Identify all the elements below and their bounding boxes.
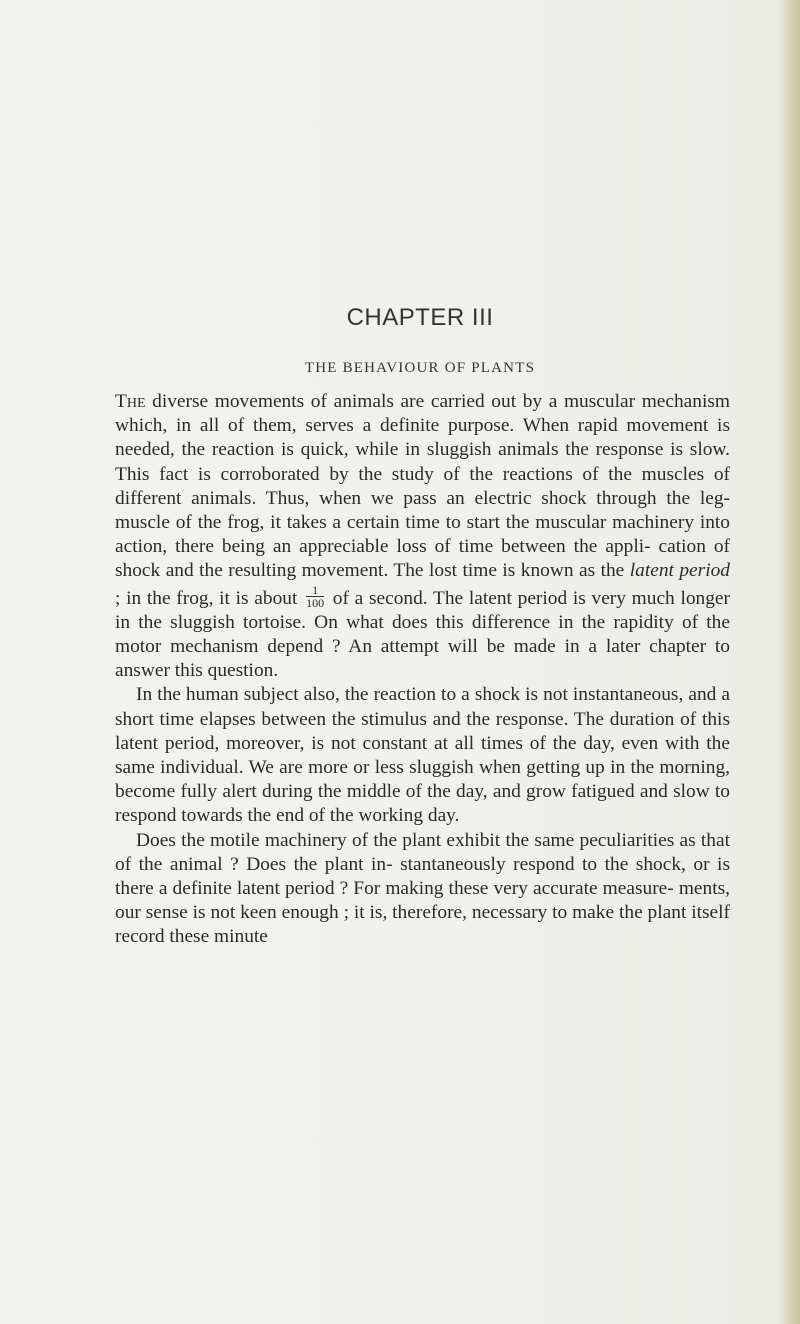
paragraph-1-part-2: ; in the frog, it is about <box>115 587 304 609</box>
chapter-title: CHAPTER III <box>346 304 494 331</box>
paragraph-2: In the human subject also, the reaction to a shock is not instantaneous, and a short time elapses between the stimulus and the response. The duration of this latent period, moreover, is not constant at all times of the day, even with the same individual. We are more or less sluggish when getting up in the morning, become fully alert during the middle of the day, and grow fatigued and slow to respond towards the end of the working day. <box>115 684 730 827</box>
fraction-denominator: 100 <box>306 595 325 610</box>
paragraph-1-part-1: diverse movements of animals are carried out by a muscular mechanism which, in all of them, serves a definite purpose. When rapid movement is needed, the reaction is quick, while in sluggish animals the response is slow. This fact is corroborated by the study of the reactions of the muscles of different animals. Thus, when we pass an electric shock through the leg-muscle of the frog, it takes a certain time to start the muscular machinery into action, there being an appreciable loss of time between the appli- cation of shock and the resulting movement. The lost time is known as the <box>115 391 730 582</box>
paragraph-1 <box>115 390 730 683</box>
latent-period-emphasis: latent period <box>629 560 730 582</box>
fraction-one-hundredth <box>306 584 324 609</box>
paragraph-1-part-3: of a second. The latent period is very much longer in the sluggish tortoise. On what does this difference in the rapidity of the motor mechanism depend ? An attempt will be made in a later chapter to answer this question. <box>115 587 730 682</box>
body-text <box>115 390 730 950</box>
paragraph-lead-word: The <box>115 391 146 412</box>
chapter-subtitle: THE BEHAVIOUR OF PLANTS <box>304 360 536 376</box>
fraction-numerator: 1 <box>306 584 324 597</box>
page-edge-shadow <box>778 0 800 1324</box>
paragraph-3: Does the motile machinery of the plant exhibit the same peculiarities as that of the animal ? Does the plant in- stantaneously respond to the shock, or is there a definite latent period ? For making these very accurate measure- ments, our sense is not keen enough ; it is, therefore, necessary to make the plant itself record these minute <box>115 829 730 948</box>
